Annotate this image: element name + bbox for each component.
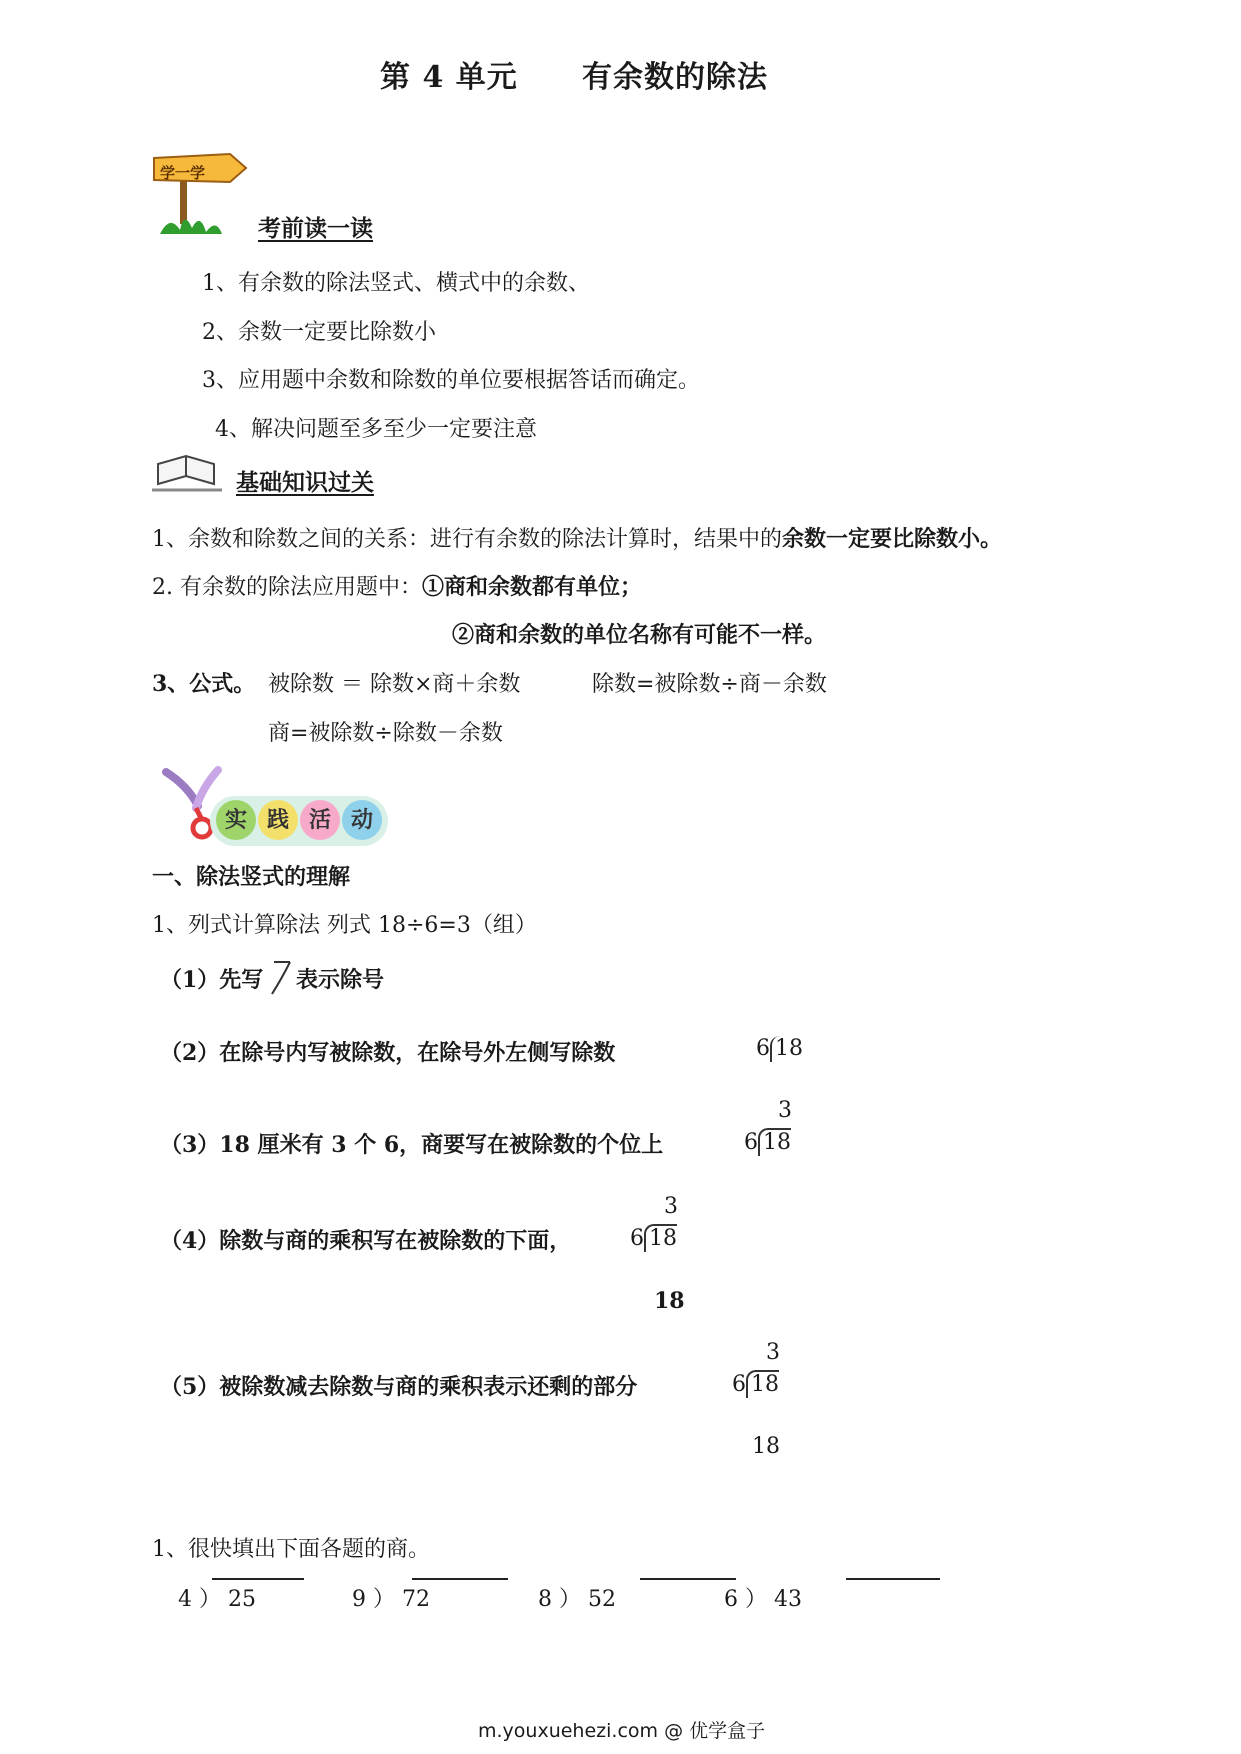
step-4-dividend: 18 xyxy=(644,1224,677,1252)
problem-1-answer-line[interactable] xyxy=(212,1578,304,1580)
step-5-division xyxy=(732,1370,779,1398)
step-3-division xyxy=(744,1128,791,1156)
step-2-dividend: 18 xyxy=(770,1036,803,1062)
section-heading-preview: 考前读一读 xyxy=(258,215,373,242)
book-icon xyxy=(152,452,222,492)
step-3-divisor: 6 xyxy=(744,1130,758,1155)
basics-p1 xyxy=(152,522,1002,553)
step-5-product: 18 xyxy=(752,1434,780,1459)
signpost-label: 学一学 xyxy=(160,164,206,182)
exercise-problem-2: 9 ） 72 xyxy=(352,1587,430,1612)
preview-item-3: 3、应用题中余数和除数的单位要根据答话而确定。 xyxy=(202,368,700,393)
exercise-problem-3: 8 ） 52 xyxy=(538,1587,616,1612)
basics-p2-prefix: 2. 有余数的除法应用题中： xyxy=(152,575,422,600)
problem-2-dividend: 72 xyxy=(402,1587,430,1612)
step-2-division xyxy=(756,1036,803,1062)
basics-p3-label: 3、公式。 xyxy=(152,671,256,697)
section-heading-basics: 基础知识过关 xyxy=(236,469,374,496)
footer-watermark[interactable]: m.youxuehezi.com @ 优学盒子 xyxy=(478,1720,766,1742)
basics-p2-bold1: ①商和余数都有单位； xyxy=(421,574,642,600)
step-5: （5）被除数减去除数与商的乘积表示还剩的部分 xyxy=(160,1374,638,1400)
problem-2-divisor: 9 xyxy=(352,1587,366,1612)
activity-char-4: 动 xyxy=(342,800,382,840)
basics-p2-bold2: ②商和余数的单位名称有可能不一样。 xyxy=(452,622,827,648)
problem-3-divisor: 8 xyxy=(538,1587,552,1612)
formula-2: 除数=被除数÷商－余数 xyxy=(592,672,827,697)
step-4-division xyxy=(630,1224,677,1252)
problem-3-answer-line[interactable] xyxy=(640,1578,736,1580)
division-bracket-icon xyxy=(270,960,292,996)
step-3: （3）18 厘米有 3 个 6，商要写在被除数的个位上 xyxy=(160,1132,664,1158)
basics-p2 xyxy=(152,570,642,601)
step-3-quotient: 3 xyxy=(778,1098,792,1123)
step-1-prefix: （1）先写 xyxy=(160,967,264,993)
activity-badge xyxy=(210,796,388,846)
step-1-suffix: 表示除号 xyxy=(296,967,385,993)
activity-char-1: 实 xyxy=(216,800,256,840)
step-4-divisor: 6 xyxy=(630,1226,644,1251)
step-5-quotient: 3 xyxy=(766,1340,780,1365)
step-2-divisor: 6 xyxy=(756,1036,770,1061)
problem-1-dividend: 25 xyxy=(228,1587,256,1612)
step-4: （4）除数与商的乘积写在被除数的下面， xyxy=(160,1228,572,1254)
preview-item-1: 1、有余数的除法竖式、横式中的余数、 xyxy=(202,271,590,296)
problem-4-divisor: 6 xyxy=(724,1587,738,1612)
step-2: （2）在除号内写被除数，在除号外左侧写除数 xyxy=(160,1040,616,1066)
problem-4-dividend: 43 xyxy=(774,1587,802,1612)
activity-char-3: 活 xyxy=(300,800,340,840)
problem-3-dividend: 52 xyxy=(588,1587,616,1612)
exercise-heading: 1、很快填出下面各题的商。 xyxy=(152,1537,430,1562)
preview-item-4: 4、解决问题至多至少一定要注意 xyxy=(215,417,537,442)
page-title-unit: 第 4 单元 xyxy=(380,60,518,95)
step-5-dividend: 18 xyxy=(746,1370,779,1398)
section-heading-practice: 一、除法竖式的理解 xyxy=(152,864,351,890)
basics-p1-prefix: 1、余数和除数之间的关系：进行有余数的除法计算时，结果中的 xyxy=(152,527,782,552)
formula-3: 商=被除数÷除数－余数 xyxy=(268,721,503,746)
page-title-name: 有余数的除法 xyxy=(582,60,768,95)
formula-1: 被除数 ＝ 除数×商＋余数 xyxy=(268,672,521,697)
exercise-problem-1: 4 ） 25 xyxy=(178,1587,256,1612)
practice-intro: 1、列式计算除法 列式 18÷6=3（组） xyxy=(152,913,537,938)
step-3-dividend: 18 xyxy=(758,1128,791,1156)
problem-1-divisor: 4 xyxy=(178,1587,192,1612)
step-5-divisor: 6 xyxy=(732,1372,746,1397)
basics-p1-bold: 余数一定要比除数小。 xyxy=(782,526,1003,552)
problem-4-answer-line[interactable] xyxy=(846,1578,940,1580)
preview-item-2: 2、余数一定要比除数小 xyxy=(202,320,436,345)
step-4-product: 18 xyxy=(654,1288,685,1314)
exercise-problem-4: 6 ） 43 xyxy=(724,1587,802,1612)
problem-2-answer-line[interactable] xyxy=(412,1578,508,1580)
activity-char-2: 践 xyxy=(258,800,298,840)
step-4-quotient: 3 xyxy=(664,1194,678,1219)
